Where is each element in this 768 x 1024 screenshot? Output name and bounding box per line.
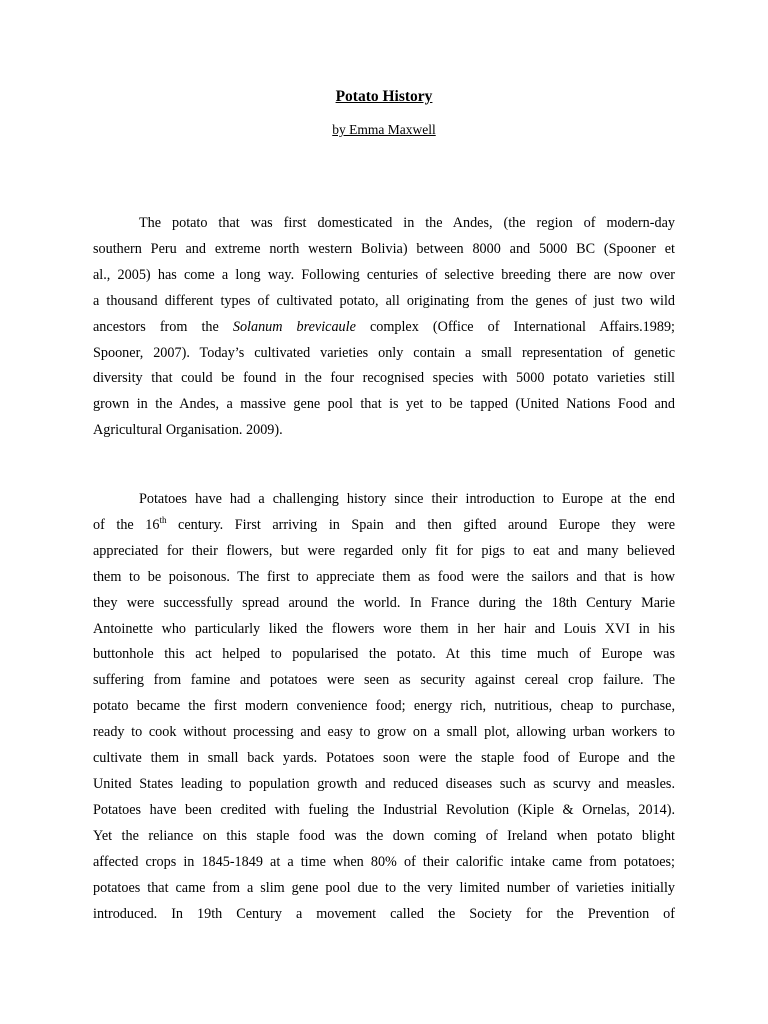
paragraph-2-line: suffering from famine and potatoes were seen as security against cereal crop failure. The bbox=[93, 672, 675, 689]
paragraph-1 bbox=[93, 211, 675, 444]
paragraph-2-line: potato became the first modern convenience food; energy rich, nutritious, cheap to purchase, bbox=[93, 698, 675, 715]
paragraph-2-line: Yet the reliance on this staple food was the down coming of Ireland when potato blight bbox=[93, 827, 675, 844]
paragraph-1-line: diversity that could be found in the four recognised species with 5000 potato varieties still bbox=[93, 370, 675, 387]
paragraph-2-line: they were successfully spread around the world. In France during the 18th Century Marie bbox=[93, 594, 675, 611]
text-run: ancestors from the bbox=[93, 318, 233, 335]
paragraph-2-line: cultivate them in small back yards. Potatoes soon were the staple food of Europe and the bbox=[93, 750, 675, 767]
paragraph-2-line: them to be poisonous. The first to appreciate them as food were the sailors and that is how bbox=[93, 568, 675, 585]
species-name: Solanum brevicaule bbox=[232, 318, 356, 335]
paragraph-1-line: a thousand different types of cultivated potato, all originating from the genes of just two wild bbox=[93, 292, 675, 309]
text-run: complex (Office of International Affairs.1989; bbox=[355, 318, 675, 335]
text-run: century. First arriving in Spain and then gifted around Europe they were bbox=[166, 516, 676, 533]
paragraph-2-line: Antoinette who particularly liked the flowers wore them in her hair and Louis XVI in his bbox=[93, 620, 675, 637]
paragraph-2-line: ready to cook without processing and easy to grow on a small plot, allowing urban workers to bbox=[93, 724, 675, 741]
paragraph-1-line: southern Peru and extreme north western Bolivia) between 8000 and 5000 BC (Spooner et bbox=[93, 240, 675, 257]
paragraph-1-line: grown in the Andes, a massive gene pool that is yet to be tapped (United Nations Food and bbox=[93, 396, 675, 413]
paragraph-2-line: potatoes that came from a slim gene pool due to the very limited number of varieties initially bbox=[93, 879, 675, 896]
paragraph-1-line: Spooner, 2007). Today’s cultivated varieties only contain a small representation of genetic bbox=[93, 344, 675, 361]
paragraph-2-line: Potatoes have had a challenging history since their introduction to Europe at the end bbox=[139, 491, 675, 507]
document-title: Potato History bbox=[335, 88, 433, 105]
paragraph-2-line: introduced. In 19th Century a movement called the Society for the Prevention of bbox=[93, 905, 675, 922]
paragraph-2-line: United States leading to population growth and reduced diseases such as scurvy and measles. bbox=[93, 775, 675, 792]
paragraph-1-line: al., 2005) has come a long way. Following centuries of selective breeding there are now over bbox=[93, 266, 675, 283]
paragraph-2-line: buttonhole this act helped to popularised the potato. At this time much of Europe was bbox=[93, 646, 675, 663]
ordinal-superscript: th bbox=[159, 514, 167, 525]
document-author: by Emma Maxwell bbox=[332, 122, 436, 137]
paragraph-2-line: appreciated for their flowers, but were regarded only fit for pigs to eat and many believed bbox=[93, 542, 675, 559]
paragraph-2-line: Potatoes have been credited with fueling the Industrial Revolution (Kiple & Ornelas, 2014). bbox=[93, 801, 675, 818]
paragraph-1-line bbox=[93, 315, 675, 341]
paragraph-2-line: affected crops in 1845-1849 at a time when 80% of their calorific intake came from potatoes; bbox=[93, 853, 675, 870]
paragraph-1-line: The potato that was first domesticated in the Andes, (the region of modern-day bbox=[139, 215, 675, 231]
text-run: of the 16 bbox=[93, 516, 160, 533]
paragraph-2-line bbox=[93, 513, 675, 539]
paragraph-2 bbox=[93, 487, 675, 927]
paragraph-1-line: Agricultural Organisation. 2009). bbox=[93, 422, 283, 439]
